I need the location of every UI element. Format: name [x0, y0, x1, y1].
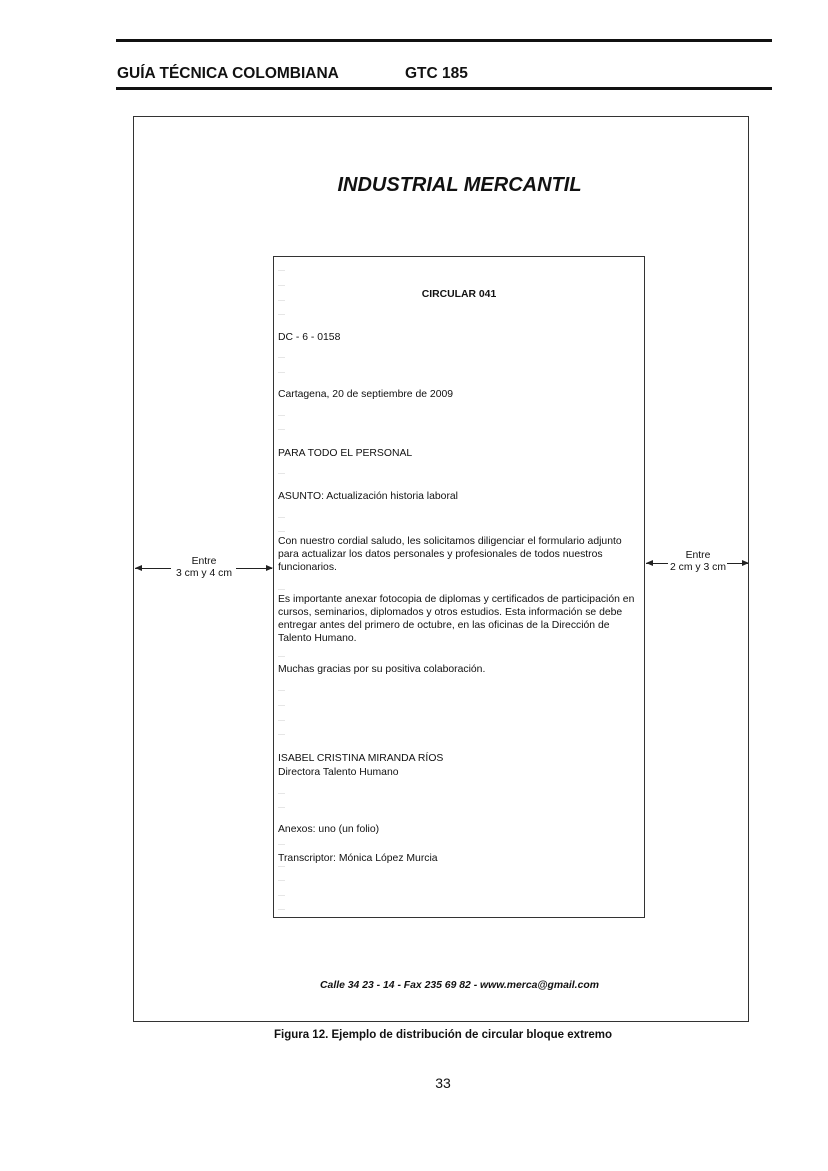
line-marker	[278, 909, 285, 910]
line-marker	[278, 429, 285, 430]
letter-body-frame	[273, 256, 645, 918]
line-marker	[278, 372, 285, 373]
line-marker	[278, 793, 285, 794]
left-margin-label	[163, 556, 245, 580]
arrow-right-icon	[266, 565, 273, 571]
place-and-date: Cartagena, 20 de septiembre de 2009	[278, 389, 454, 400]
page-number: 33	[435, 1075, 451, 1091]
line-marker	[278, 656, 285, 657]
line-marker	[278, 734, 285, 735]
line-marker	[278, 589, 285, 590]
annexes: Anexos: uno (un folio)	[278, 824, 380, 835]
line-marker	[278, 357, 285, 358]
recipient: PARA TODO EL PERSONAL	[278, 448, 413, 459]
line-marker	[278, 473, 285, 474]
closing-paragraph: Muchas gracias por su positiva colaboración.	[278, 664, 486, 675]
header-bottom-rule	[116, 87, 772, 90]
line-marker	[278, 531, 285, 532]
line-marker	[278, 517, 285, 518]
company-letterhead: INDUSTRIAL MERCANTIL	[337, 174, 582, 196]
signer-title: Directora Talento Humano	[278, 767, 399, 778]
arrow-right-icon	[742, 560, 749, 566]
line-marker	[278, 285, 285, 286]
line-marker	[278, 880, 285, 881]
line-marker	[278, 690, 285, 691]
line-marker	[278, 415, 285, 416]
arrow-left-icon	[135, 565, 142, 571]
signer-name: ISABEL CRISTINA MIRANDA RÍOS	[278, 753, 444, 764]
right-margin-label-line1: Entre	[685, 550, 711, 561]
body-paragraph-2: Es importante anexar fotocopia de diplomas y certificados de participación en cursos, seminarios, diplomados y otros estudios. Esta información se debe entregar antes del primero de octubre, en las oficinas de la Dirección de Talento Humano.	[278, 594, 635, 644]
line-marker	[278, 895, 285, 896]
left-margin-label-line2: 3 cm y 4 cm	[175, 568, 232, 579]
right-margin-label-line2: 2 cm y 3 cm	[669, 562, 726, 573]
document-series-title: GUÍA TÉCNICA COLOMBIANA	[117, 65, 339, 82]
subject: ASUNTO: Actualización historia laboral	[278, 491, 458, 502]
line-marker	[278, 270, 285, 271]
body-paragraph-1: Con nuestro cordial saludo, les solicitamos diligenciar el formulario adjunto para actualizar los datos personales y profesionales de todos nuestros funcionarios.	[278, 536, 622, 573]
left-margin-label-line1: Entre	[191, 556, 217, 567]
line-marker	[278, 705, 285, 706]
line-marker	[278, 807, 285, 808]
transcriber: Transcriptor: Mónica López Murcia	[278, 853, 438, 864]
line-marker	[278, 314, 285, 315]
arrow-left-icon	[646, 560, 653, 566]
line-marker	[278, 866, 285, 867]
document-code: GTC 185	[405, 65, 468, 82]
right-margin-label	[660, 550, 736, 574]
figure-caption: Figura 12. Ejemplo de distribución de circular bloque extremo	[273, 1029, 613, 1041]
header-top-rule	[116, 39, 772, 42]
line-marker	[278, 844, 285, 845]
circular-title: CIRCULAR 041	[421, 289, 497, 300]
company-footer-address: Calle 34 23 - 14 - Fax 235 69 82 - www.merca@gmail.com	[320, 980, 599, 991]
line-marker	[278, 720, 285, 721]
reference-code: DC - 6 - 0158	[278, 332, 341, 343]
